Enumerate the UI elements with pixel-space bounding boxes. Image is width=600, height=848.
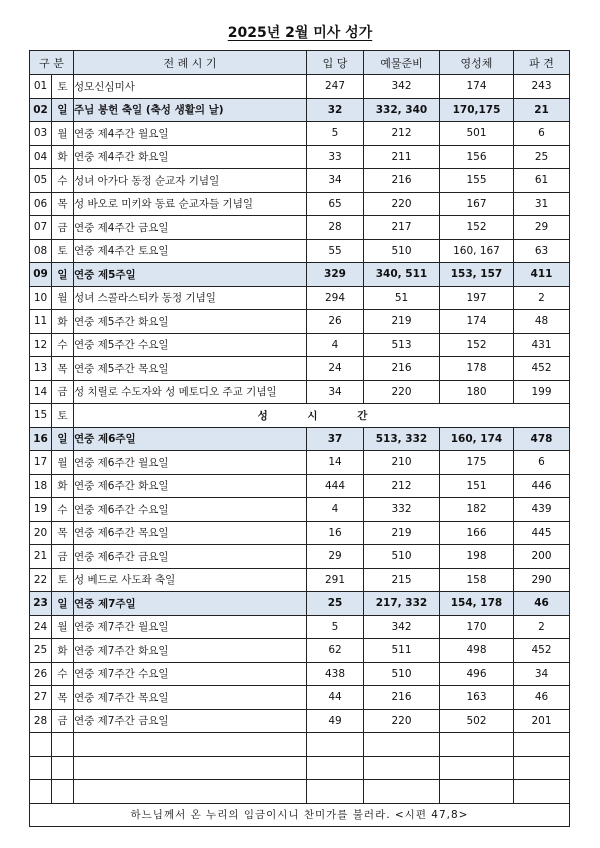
date-cell: 24 xyxy=(30,615,52,639)
offertory-hymn-cell: 513 xyxy=(364,333,440,357)
weekday-cell: 화 xyxy=(52,310,74,334)
offertory-hymn-cell: 219 xyxy=(364,521,440,545)
weekday-cell: 월 xyxy=(52,451,74,475)
mass-hymn-table xyxy=(29,50,570,827)
offertory-hymn-cell: 51 xyxy=(364,286,440,310)
weekday-cell: 수 xyxy=(52,169,74,193)
offertory-hymn-cell: 212 xyxy=(364,474,440,498)
liturgy-name-cell: 연중 제7주일 xyxy=(74,592,307,616)
liturgy-name-cell: 주님 봉헌 축일 (축성 생활의 날) xyxy=(74,98,307,122)
date-cell: 12 xyxy=(30,333,52,357)
weekday-cell: 토 xyxy=(52,404,74,428)
communion-hymn-cell: 163 xyxy=(440,686,514,710)
communion-hymn-cell: 174 xyxy=(440,75,514,99)
table-row xyxy=(30,615,570,639)
communion-hymn-cell: 174 xyxy=(440,310,514,334)
liturgy-name-cell: 연중 제6주간 화요일 xyxy=(74,474,307,498)
weekday-cell: 토 xyxy=(52,568,74,592)
dismissal-hymn-cell: 431 xyxy=(514,333,570,357)
footer-verse: 하느님께서 온 누리의 임금이시니 찬미가를 불러라. <시편 47,8> xyxy=(30,803,570,827)
weekday-cell: 토 xyxy=(52,239,74,263)
date-cell: 25 xyxy=(30,639,52,663)
liturgy-name-cell: 연중 제7주간 월요일 xyxy=(74,615,307,639)
blank-row xyxy=(30,780,570,804)
table-row xyxy=(30,122,570,146)
dismissal-hymn-cell: 29 xyxy=(514,216,570,240)
communion-hymn-cell: 160, 167 xyxy=(440,239,514,263)
communion-hymn-cell: 151 xyxy=(440,474,514,498)
weekday-cell: 화 xyxy=(52,145,74,169)
entrance-hymn-cell: 28 xyxy=(307,216,364,240)
dismissal-hymn-cell: 61 xyxy=(514,169,570,193)
offertory-hymn-cell: 220 xyxy=(364,380,440,404)
liturgy-name-cell: 성모신심미사 xyxy=(74,75,307,99)
entrance-hymn-cell: 32 xyxy=(307,98,364,122)
entrance-hymn-cell: 37 xyxy=(307,427,364,451)
liturgy-name-cell: 성녀 스콜라스티카 동정 기념일 xyxy=(74,286,307,310)
entrance-hymn-cell: 33 xyxy=(307,145,364,169)
communion-hymn-cell: 156 xyxy=(440,145,514,169)
entrance-hymn-cell: 444 xyxy=(307,474,364,498)
liturgy-name-cell: 연중 제7주간 목요일 xyxy=(74,686,307,710)
offertory-hymn-cell: 220 xyxy=(364,192,440,216)
date-cell: 04 xyxy=(30,145,52,169)
weekday-cell: 목 xyxy=(52,192,74,216)
table-row xyxy=(30,521,570,545)
liturgy-name-cell: 연중 제5주간 화요일 xyxy=(74,310,307,334)
table-row xyxy=(30,216,570,240)
liturgy-name-cell: 연중 제7주간 수요일 xyxy=(74,662,307,686)
weekday-cell: 목 xyxy=(52,521,74,545)
table-row xyxy=(30,357,570,381)
entrance-hymn-cell: 26 xyxy=(307,310,364,334)
table-row xyxy=(30,427,570,451)
offertory-hymn-cell: 216 xyxy=(364,169,440,193)
dismissal-hymn-cell: 411 xyxy=(514,263,570,287)
liturgy-name-cell: 연중 제5주간 목요일 xyxy=(74,357,307,381)
dismissal-hymn-cell: 63 xyxy=(514,239,570,263)
header-offertory: 예물준비 xyxy=(364,51,440,75)
communion-hymn-cell: 180 xyxy=(440,380,514,404)
communion-hymn-cell: 158 xyxy=(440,568,514,592)
dismissal-hymn-cell: 446 xyxy=(514,474,570,498)
offertory-hymn-cell: 216 xyxy=(364,357,440,381)
header-dismissal: 파 견 xyxy=(514,51,570,75)
communion-hymn-cell: 502 xyxy=(440,709,514,733)
table-row xyxy=(30,474,570,498)
liturgy-name-cell: 연중 제6주간 월요일 xyxy=(74,451,307,475)
entrance-hymn-cell: 29 xyxy=(307,545,364,569)
date-cell: 06 xyxy=(30,192,52,216)
weekday-cell: 목 xyxy=(52,686,74,710)
communion-hymn-cell: 170,175 xyxy=(440,98,514,122)
liturgy-name-cell: 연중 제4주간 토요일 xyxy=(74,239,307,263)
date-cell: 21 xyxy=(30,545,52,569)
date-cell: 02 xyxy=(30,98,52,122)
header-entrance: 입 당 xyxy=(307,51,364,75)
dismissal-hymn-cell: 34 xyxy=(514,662,570,686)
table-row xyxy=(30,404,570,428)
table-row xyxy=(30,686,570,710)
offertory-hymn-cell: 510 xyxy=(364,662,440,686)
communion-hymn-cell: 175 xyxy=(440,451,514,475)
liturgy-name-cell: 연중 제7주간 금요일 xyxy=(74,709,307,733)
weekday-cell: 금 xyxy=(52,709,74,733)
liturgy-name-cell: 성 치릴로 수도자와 성 메토디오 주교 기념일 xyxy=(74,380,307,404)
communion-hymn-cell: 198 xyxy=(440,545,514,569)
dismissal-hymn-cell: 46 xyxy=(514,592,570,616)
liturgy-name-cell: 연중 제5주간 수요일 xyxy=(74,333,307,357)
date-cell: 19 xyxy=(30,498,52,522)
table-row xyxy=(30,380,570,404)
entrance-hymn-cell: 4 xyxy=(307,333,364,357)
communion-hymn-cell: 498 xyxy=(440,639,514,663)
weekday-cell: 일 xyxy=(52,98,74,122)
offertory-hymn-cell: 215 xyxy=(364,568,440,592)
date-cell: 10 xyxy=(30,286,52,310)
dismissal-hymn-cell: 25 xyxy=(514,145,570,169)
offertory-hymn-cell: 210 xyxy=(364,451,440,475)
blank-row xyxy=(30,756,570,780)
dismissal-hymn-cell: 21 xyxy=(514,98,570,122)
offertory-hymn-cell: 513, 332 xyxy=(364,427,440,451)
weekday-cell: 월 xyxy=(52,615,74,639)
dismissal-hymn-cell: 6 xyxy=(514,451,570,475)
entrance-hymn-cell: 49 xyxy=(307,709,364,733)
offertory-hymn-cell: 220 xyxy=(364,709,440,733)
communion-hymn-cell: 501 xyxy=(440,122,514,146)
offertory-hymn-cell: 510 xyxy=(364,545,440,569)
liturgy-name-cell: 연중 제6주간 금요일 xyxy=(74,545,307,569)
entrance-hymn-cell: 329 xyxy=(307,263,364,287)
header-row xyxy=(30,51,570,75)
weekday-cell: 토 xyxy=(52,75,74,99)
weekday-cell: 월 xyxy=(52,122,74,146)
dismissal-hymn-cell: 439 xyxy=(514,498,570,522)
dismissal-hymn-cell: 452 xyxy=(514,357,570,381)
dismissal-hymn-cell: 200 xyxy=(514,545,570,569)
communion-hymn-cell: 496 xyxy=(440,662,514,686)
weekday-cell: 수 xyxy=(52,498,74,522)
table-row xyxy=(30,286,570,310)
dismissal-hymn-cell: 6 xyxy=(514,122,570,146)
liturgy-name-cell: 연중 제5주일 xyxy=(74,263,307,287)
date-cell: 16 xyxy=(30,427,52,451)
table-row xyxy=(30,592,570,616)
communion-hymn-cell: 166 xyxy=(440,521,514,545)
entrance-hymn-cell: 294 xyxy=(307,286,364,310)
date-cell: 18 xyxy=(30,474,52,498)
liturgy-name-cell: 연중 제7주간 화요일 xyxy=(74,639,307,663)
entrance-hymn-cell: 4 xyxy=(307,498,364,522)
offertory-hymn-cell: 511 xyxy=(364,639,440,663)
communion-hymn-cell: 197 xyxy=(440,286,514,310)
date-cell: 15 xyxy=(30,404,52,428)
communion-hymn-cell: 178 xyxy=(440,357,514,381)
date-cell: 05 xyxy=(30,169,52,193)
weekday-cell: 화 xyxy=(52,474,74,498)
date-cell: 09 xyxy=(30,263,52,287)
offertory-hymn-cell: 216 xyxy=(364,686,440,710)
date-cell: 14 xyxy=(30,380,52,404)
liturgy-name-cell: 연중 제6주일 xyxy=(74,427,307,451)
offertory-hymn-cell: 510 xyxy=(364,239,440,263)
entrance-hymn-cell: 65 xyxy=(307,192,364,216)
entrance-hymn-cell: 44 xyxy=(307,686,364,710)
table-row xyxy=(30,333,570,357)
entrance-hymn-cell: 24 xyxy=(307,357,364,381)
date-cell: 13 xyxy=(30,357,52,381)
offertory-hymn-cell: 217 xyxy=(364,216,440,240)
table-row xyxy=(30,263,570,287)
dismissal-hymn-cell: 48 xyxy=(514,310,570,334)
weekday-cell: 수 xyxy=(52,333,74,357)
dismissal-hymn-cell: 452 xyxy=(514,639,570,663)
header-season: 전 례 시 기 xyxy=(74,51,307,75)
header-gubun: 구 분 xyxy=(30,51,74,75)
table-row xyxy=(30,709,570,733)
dismissal-hymn-cell: 2 xyxy=(514,286,570,310)
date-cell: 28 xyxy=(30,709,52,733)
dismissal-hymn-cell: 445 xyxy=(514,521,570,545)
communion-hymn-cell: 170 xyxy=(440,615,514,639)
table-row xyxy=(30,145,570,169)
entrance-hymn-cell: 16 xyxy=(307,521,364,545)
offertory-hymn-cell: 332 xyxy=(364,498,440,522)
weekday-cell: 일 xyxy=(52,263,74,287)
date-cell: 23 xyxy=(30,592,52,616)
offertory-hymn-cell: 342 xyxy=(364,615,440,639)
liturgy-name-cell: 연중 제6주간 수요일 xyxy=(74,498,307,522)
entrance-hymn-cell: 5 xyxy=(307,122,364,146)
date-cell: 17 xyxy=(30,451,52,475)
table-row xyxy=(30,310,570,334)
date-cell: 03 xyxy=(30,122,52,146)
entrance-hymn-cell: 55 xyxy=(307,239,364,263)
date-cell: 01 xyxy=(30,75,52,99)
liturgy-name-cell: 연중 제4주간 월요일 xyxy=(74,122,307,146)
table-row xyxy=(30,451,570,475)
liturgy-name-cell: 성 베드로 사도좌 축일 xyxy=(74,568,307,592)
liturgy-name-cell: 연중 제6주간 목요일 xyxy=(74,521,307,545)
communion-hymn-cell: 152 xyxy=(440,216,514,240)
table-row xyxy=(30,98,570,122)
offertory-hymn-cell: 219 xyxy=(364,310,440,334)
weekday-cell: 금 xyxy=(52,380,74,404)
footer-row xyxy=(30,803,570,827)
date-cell: 22 xyxy=(30,568,52,592)
table-row xyxy=(30,192,570,216)
communion-hymn-cell: 167 xyxy=(440,192,514,216)
communion-hymn-cell: 155 xyxy=(440,169,514,193)
weekday-cell: 금 xyxy=(52,216,74,240)
communion-hymn-cell: 153, 157 xyxy=(440,263,514,287)
table-row xyxy=(30,239,570,263)
table-row xyxy=(30,498,570,522)
date-cell: 08 xyxy=(30,239,52,263)
table-row xyxy=(30,662,570,686)
weekday-cell: 화 xyxy=(52,639,74,663)
offertory-hymn-cell: 212 xyxy=(364,122,440,146)
dismissal-hymn-cell: 478 xyxy=(514,427,570,451)
dismissal-hymn-cell: 46 xyxy=(514,686,570,710)
weekday-cell: 수 xyxy=(52,662,74,686)
entrance-hymn-cell: 5 xyxy=(307,615,364,639)
table-row xyxy=(30,75,570,99)
date-cell: 27 xyxy=(30,686,52,710)
table-row xyxy=(30,169,570,193)
weekday-cell: 일 xyxy=(52,427,74,451)
dismissal-hymn-cell: 2 xyxy=(514,615,570,639)
weekday-cell: 일 xyxy=(52,592,74,616)
entrance-hymn-cell: 291 xyxy=(307,568,364,592)
offertory-hymn-cell: 342 xyxy=(364,75,440,99)
offertory-hymn-cell: 340, 511 xyxy=(364,263,440,287)
entrance-hymn-cell: 34 xyxy=(307,169,364,193)
entrance-hymn-cell: 247 xyxy=(307,75,364,99)
dismissal-hymn-cell: 31 xyxy=(514,192,570,216)
table-row xyxy=(30,639,570,663)
page-title: 2025년 2월 미사 성가 xyxy=(227,25,373,41)
table-row xyxy=(30,568,570,592)
dismissal-hymn-cell: 243 xyxy=(514,75,570,99)
blank-row xyxy=(30,733,570,757)
date-cell: 11 xyxy=(30,310,52,334)
weekday-cell: 월 xyxy=(52,286,74,310)
dismissal-hymn-cell: 290 xyxy=(514,568,570,592)
holy-hour-label: 성 시 간 xyxy=(74,404,570,428)
offertory-hymn-cell: 211 xyxy=(364,145,440,169)
date-cell: 26 xyxy=(30,662,52,686)
liturgy-name-cell: 연중 제4주간 금요일 xyxy=(74,216,307,240)
communion-hymn-cell: 182 xyxy=(440,498,514,522)
table-row xyxy=(30,545,570,569)
weekday-cell: 금 xyxy=(52,545,74,569)
dismissal-hymn-cell: 199 xyxy=(514,380,570,404)
offertory-hymn-cell: 217, 332 xyxy=(364,592,440,616)
offertory-hymn-cell: 332, 340 xyxy=(364,98,440,122)
weekday-cell: 목 xyxy=(52,357,74,381)
entrance-hymn-cell: 14 xyxy=(307,451,364,475)
communion-hymn-cell: 154, 178 xyxy=(440,592,514,616)
entrance-hymn-cell: 34 xyxy=(307,380,364,404)
entrance-hymn-cell: 438 xyxy=(307,662,364,686)
date-cell: 20 xyxy=(30,521,52,545)
dismissal-hymn-cell: 201 xyxy=(514,709,570,733)
entrance-hymn-cell: 25 xyxy=(307,592,364,616)
communion-hymn-cell: 152 xyxy=(440,333,514,357)
communion-hymn-cell: 160, 174 xyxy=(440,427,514,451)
liturgy-name-cell: 성녀 아가다 동정 순교자 기념일 xyxy=(74,169,307,193)
liturgy-name-cell: 성 바오로 미키와 동료 순교자들 기념일 xyxy=(74,192,307,216)
date-cell: 07 xyxy=(30,216,52,240)
entrance-hymn-cell: 62 xyxy=(307,639,364,663)
header-communion: 영성체 xyxy=(440,51,514,75)
liturgy-name-cell: 연중 제4주간 화요일 xyxy=(74,145,307,169)
